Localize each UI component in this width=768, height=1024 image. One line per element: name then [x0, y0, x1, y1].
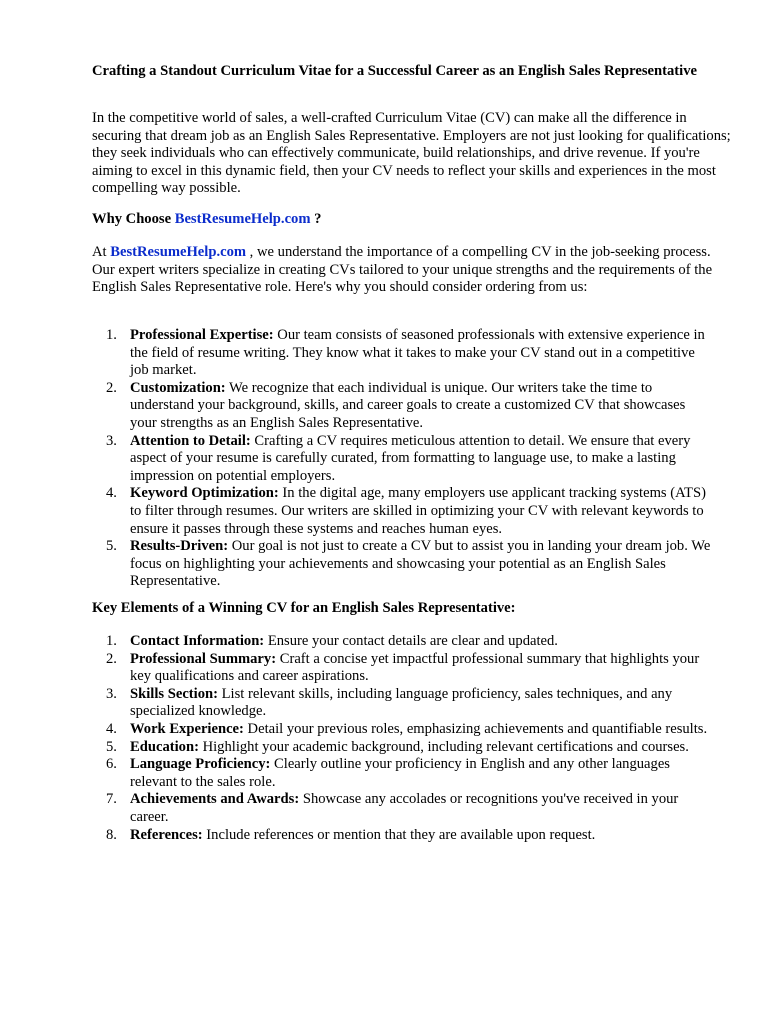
list-term: Professional Expertise:	[130, 327, 274, 343]
list-text: Our goal is not just to create a CV but to assist you in landing your dream job. We focus on highlighting your achievements and showcasing your potential as an English Sales Representative.	[130, 538, 711, 590]
document-title: Crafting a Standout Curriculum Vitae for a Successful Career as an English Sales Representative	[92, 63, 697, 79]
list-number: 8.	[106, 826, 117, 843]
why-choose-heading	[92, 211, 732, 229]
list-text: We recognize that each individual is unique. Our writers take the time to understand your background, skills, and career goals to create a customized CV that showcases your strengths as an English Sales Representative.	[130, 379, 686, 431]
list-item	[92, 791, 712, 826]
list-term: References:	[130, 826, 203, 843]
list-number: 7.	[106, 791, 117, 808]
list-item	[92, 686, 712, 721]
list-number: 5.	[106, 738, 117, 755]
list-term: Language Proficiency:	[130, 756, 271, 773]
list-number: 3.	[106, 685, 117, 702]
list-item	[92, 756, 712, 791]
list-term: Work Experience:	[130, 720, 244, 737]
list-number: 1.	[106, 327, 117, 343]
list-term: Education:	[130, 738, 199, 755]
list-text: Highlight your academic background, including relevant certifications and courses.	[198, 738, 689, 755]
list-item	[92, 327, 712, 380]
bestresumehelp-link[interactable]: BestResumeHelp.com	[174, 211, 311, 227]
list-text: In the digital age, many employers use applicant tracking systems (ATS) to filter through resumes. Our writers are skilled in optimizing your CV with relevant keywords to ensure it passes through these systems and reaches human eyes.	[130, 485, 706, 537]
list-item	[92, 827, 712, 845]
list-item	[92, 485, 712, 538]
list-term: Attention to Detail:	[130, 432, 251, 449]
list-term: Customization:	[130, 379, 226, 396]
about-prefix: At	[92, 244, 111, 260]
list-item	[92, 538, 712, 591]
why-heading-suffix: ?	[310, 211, 322, 227]
elements-list	[92, 633, 712, 844]
about-paragraph	[92, 244, 732, 297]
why-heading-prefix: Why Choose	[92, 211, 175, 227]
list-item	[92, 739, 712, 757]
list-text: Crafting a CV requires meticulous attention to detail. We ensure that every aspect of your resume is carefully curated, from formatting to language use, to make a lasting impression on potential employers.	[130, 432, 691, 484]
list-number: 4.	[106, 720, 117, 737]
list-item	[92, 433, 712, 486]
list-number: 6.	[106, 756, 117, 773]
list-number: 2.	[106, 650, 117, 667]
list-number: 1.	[106, 633, 117, 649]
list-text: Detail your previous roles, emphasizing achievements and quantifiable results.	[243, 720, 708, 737]
about-text: , we understand the importance of a compelling CV in the job-seeking process. Our expert writers specialize in creating CVs tailored to your unique strengths and the requirements of the English Sales Representative role. Here's why you should consider ordering from us:	[92, 244, 713, 296]
list-term: Results-Driven:	[130, 538, 229, 555]
list-text: Our team consists of seasoned professionals with extensive experience in the field of resume writing. They know what it takes to make your CV stand out in a competitive job market.	[130, 327, 705, 379]
list-text: Craft a concise yet impactful professional summary that highlights your key qualifications and career aspirations.	[130, 650, 700, 685]
list-item	[92, 380, 712, 433]
list-term: Keyword Optimization:	[130, 485, 279, 502]
list-term: Achievements and Awards:	[130, 791, 300, 808]
list-text: Clearly outline your proficiency in English and any other languages relevant to the sales role.	[130, 756, 670, 790]
list-term: Contact Information:	[130, 633, 265, 649]
list-text: Showcase any accolades or recognitions you've received in your career.	[130, 791, 679, 825]
list-text: List relevant skills, including language proficiency, sales techniques, and any specialized knowledge.	[130, 685, 673, 720]
list-number: 3.	[106, 432, 117, 449]
list-item	[92, 721, 712, 739]
reasons-list	[92, 327, 712, 591]
bestresumehelp-inline-link[interactable]: BestResumeHelp.com	[110, 244, 247, 260]
key-elements-heading: Key Elements of a Winning CV for an English Sales Representative:	[92, 600, 516, 616]
list-item	[92, 633, 712, 651]
list-text: Include references or mention that they are available upon request.	[202, 826, 596, 843]
list-number: 5.	[106, 538, 117, 555]
list-term: Professional Summary:	[130, 650, 277, 667]
list-text: Ensure your contact details are clear and updated.	[264, 633, 558, 649]
list-item	[92, 651, 712, 686]
intro-paragraph: In the competitive world of sales, a well-crafted Curriculum Vitae (CV) can make all the difference in securing that dream job as an English Sales Representative. Employers are not just looking for qualifications; they seek individuals who can effectively communicate, build relationships, and drive revenue. If you're aiming to excel in this dynamic field, then your CV needs to reflect your skills and experiences in the most compelling way possible.	[92, 110, 731, 197]
list-number: 4.	[106, 485, 117, 502]
list-number: 2.	[106, 379, 117, 396]
list-term: Skills Section:	[130, 685, 218, 702]
